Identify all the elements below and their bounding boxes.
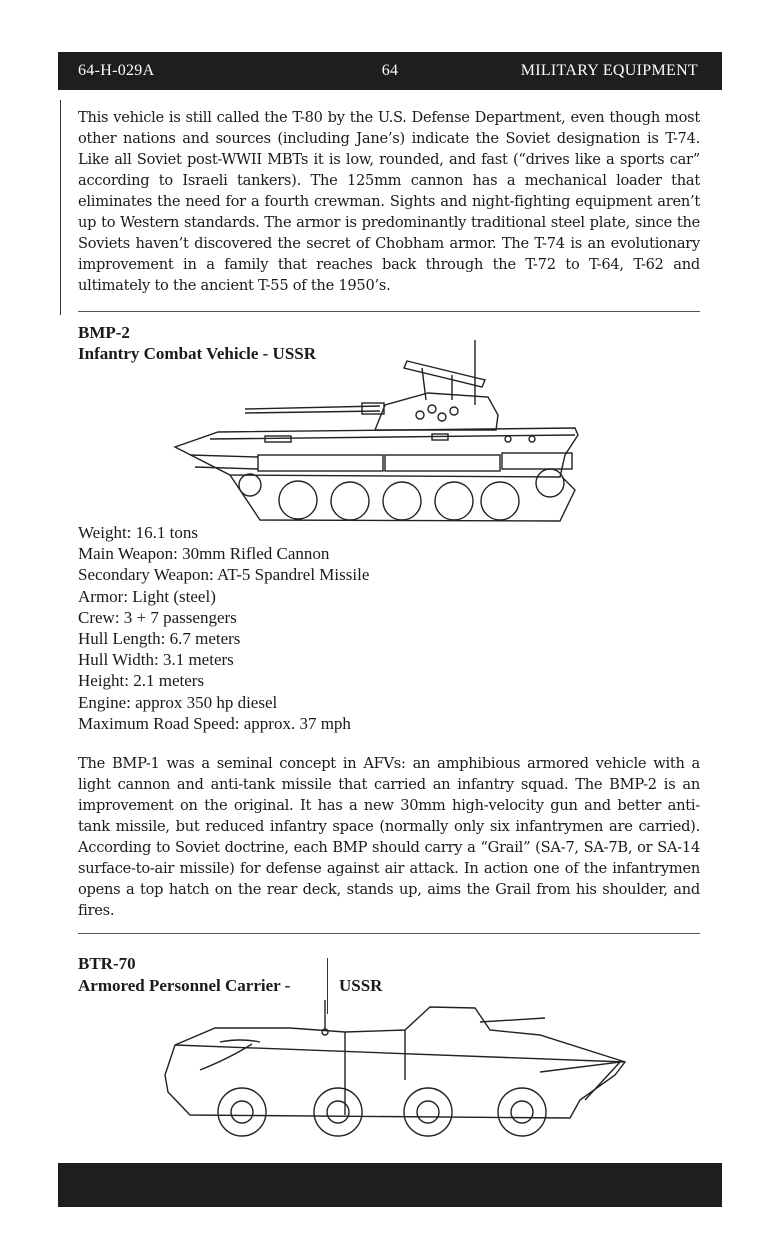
- section-divider: [78, 311, 700, 312]
- spec-max-road-speed: Maximum Road Speed: approx. 37 mph: [78, 713, 351, 733]
- spec-hull-width: Hull Width: 3.1 meters: [78, 650, 234, 670]
- page-number: 64: [381, 62, 399, 79]
- section-title: MILITARY EQUIPMENT: [520, 62, 698, 79]
- spec-height: Height: 2.1 meters: [78, 671, 205, 691]
- page-header: [58, 52, 722, 90]
- intro-paragraph: This vehicle is still called the T-80 by the U.S. Defense Department, even though most other nations and sources (including Jane’s) indicate the Soviet designation is T-74. Like all Soviet post-WWII MBTs it is low, rounded, and fast (“drives like a sports car” according to Israeli tankers). The 125mm cannon has a mechanical loader that eliminates the need for a fourth crewman. Sights and night-fighting equipment aren’t up to Western standards. The armor is predominantly traditional steel plate, since the Soviets haven’t discovered the secret of Chobham armor. The T-74 is an evolutionary improvement in a family that reaches back through the T-72 to T-64, T-62 and ultimately to the ancient T-55 of the 1950’s.: [78, 109, 700, 294]
- spec-engine: Engine: approx 350 hp diesel: [78, 692, 278, 712]
- bmp2-type: Infantry Combat Vehicle - USSR: [78, 344, 317, 363]
- btr70-name: BTR-70: [78, 954, 136, 973]
- btr70-illustration: [160, 1000, 635, 1152]
- section-divider: [78, 933, 700, 934]
- btr70-type-suffix: USSR: [339, 976, 383, 995]
- spec-main-weapon: Main Weapon: 30mm Rifled Cannon: [78, 544, 330, 564]
- page-footer: [58, 1163, 722, 1207]
- spec-weight: Weight: 16.1 tons: [78, 523, 198, 542]
- bmp2-description: The BMP-1 was a seminal concept in AFVs: an amphibious armored vehicle with a light cannon and anti-tank missile that carried an infantry squad. The BMP-2 is an improvement on the original. It has a new 30mm high-velocity gun and better anti-tank missile, but reduced infantry space (normally only six infantrymen are carried). According to Soviet doctrine, each BMP should carry a “Grail” (SA-7, SA-7B, or SA-14 surface-to-air missile) for defense against air attack. In action one of the infantrymen opens a top hatch on the rear deck, stands up, aims the Grail from his shoulder, and fires.: [78, 755, 700, 919]
- bmp2-name: BMP-2: [78, 323, 130, 342]
- spec-hull-length: Hull Length: 6.7 meters: [78, 629, 241, 649]
- document-code: 64-H-029A: [78, 62, 155, 79]
- bmp2-illustration: [170, 335, 590, 527]
- spec-armor: Armor: Light (steel): [78, 586, 216, 606]
- bmp2-spec-list: [78, 522, 369, 734]
- spec-secondary-weapon: Secondary Weapon: AT-5 Spandrel Missile: [78, 565, 370, 585]
- spec-crew: Crew: 3 + 7 passengers: [78, 607, 237, 627]
- left-margin-rule: [60, 100, 61, 315]
- btr70-type-prefix: Armored Personnel Carrier -: [78, 976, 291, 995]
